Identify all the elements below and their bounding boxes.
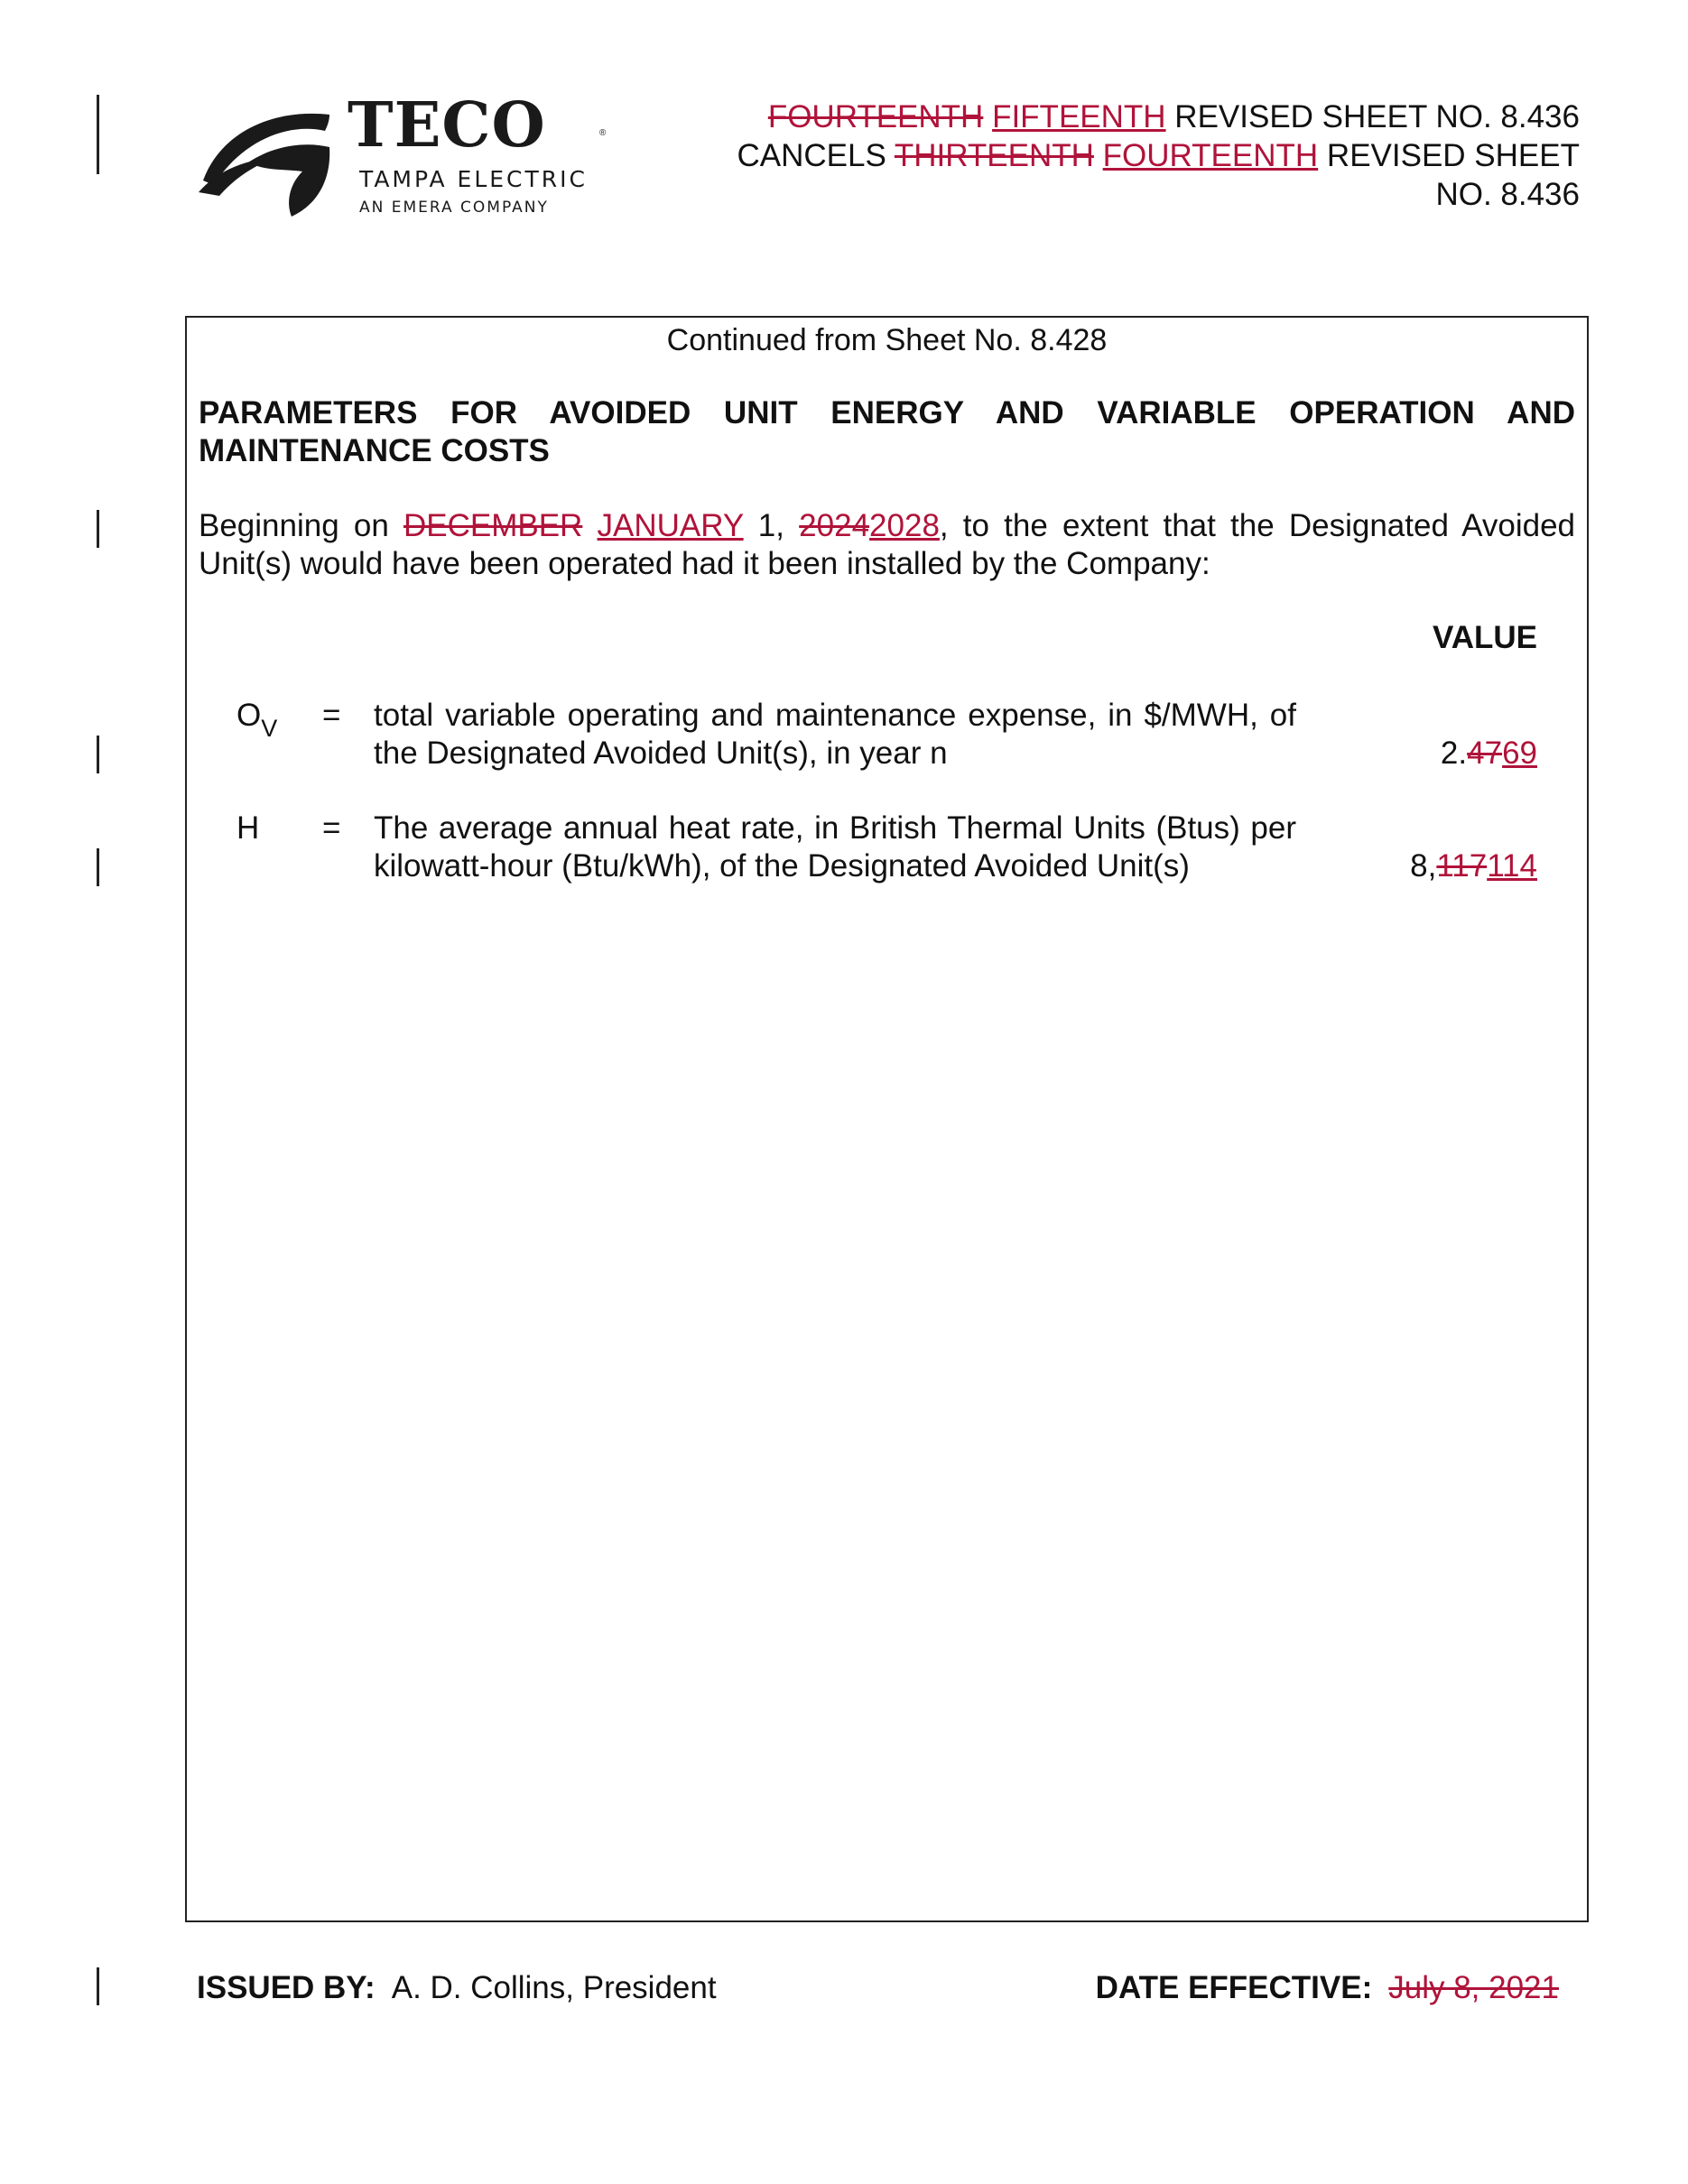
teco-swoosh-icon	[194, 95, 339, 221]
symbol-letter: O	[237, 698, 262, 733]
teco-logo	[194, 89, 663, 230]
intro-prefix: Beginning on	[199, 508, 389, 543]
value-deleted: 117	[1436, 848, 1488, 884]
date-effective	[1096, 1967, 1559, 2008]
value-prefix: 2.	[1440, 736, 1468, 771]
parameter-symbol	[237, 810, 259, 847]
parameter-value	[1410, 847, 1537, 885]
parameter-description: total variable operating and maintenance expense, in $/MWH, of the Designated Avoided Unit(s), in year n	[374, 698, 1296, 771]
equals-sign: =	[322, 810, 341, 846]
intro-paragraph	[199, 507, 1575, 583]
change-bar-intro	[97, 510, 99, 548]
cancels-inserted-ordinal: FOURTEENTH	[1102, 138, 1319, 173]
logo-wordmark: TECO	[348, 89, 546, 162]
registered-mark: ®	[599, 128, 607, 138]
intro-year-inserted: 2028	[869, 508, 940, 543]
change-bar-ov	[97, 736, 99, 773]
effective-label: DATE EFFECTIVE:	[1095, 1970, 1373, 2005]
symbol-subscript: V	[261, 715, 278, 742]
value-column-header: VALUE	[1432, 620, 1537, 655]
sheet-number: NO. 8.436	[1435, 177, 1580, 212]
revised-sheet-label: REVISED SHEET NO. 8.436	[1174, 99, 1580, 134]
value-deleted: 47	[1467, 736, 1503, 771]
logo-subtitle: TAMPA ELECTRIC	[359, 166, 588, 192]
continued-note: Continued from Sheet No. 8.428	[666, 323, 1108, 357]
logo-tagline: AN EMERA COMPANY	[359, 199, 549, 217]
change-bar-h	[97, 848, 99, 886]
inserted-ordinal: FIFTEENTH	[992, 99, 1166, 134]
parameter-value	[1441, 735, 1537, 773]
symbol-letter: H	[237, 810, 260, 846]
section-heading: PARAMETERS FOR AVOIDED UNIT ENERGY AND VARIABLE OPERATION AND MAINTENANCE COSTS	[199, 395, 1575, 468]
intro-year-deleted: 2024	[799, 508, 870, 543]
intro-day: 1,	[757, 508, 784, 543]
value-inserted: 69	[1502, 736, 1537, 771]
cancels-label: CANCELS	[737, 138, 886, 173]
issued-label: ISSUED BY:	[197, 1970, 376, 2005]
effective-date-deleted: July 8, 2021	[1388, 1970, 1559, 2005]
issued-by	[197, 1967, 717, 2008]
intro-month-deleted: DECEMBER	[403, 508, 583, 543]
intro-rest: , to the extent that the Designated Avoided Unit(s) would have been operated had it been installed by the Company:	[199, 508, 1575, 581]
parameter-description: The average annual heat rate, in British Thermal Units (Btus) per kilowatt-hour (Btu/kWh), of the Designated Avoided Unit(s)	[374, 810, 1296, 884]
change-bar-footer	[97, 1967, 99, 2005]
issuer-name: A. D. Collins, President	[391, 1970, 717, 2005]
sheet-header-line-2	[677, 136, 1580, 175]
tariff-content-box	[185, 316, 1589, 1922]
sheet-header	[677, 97, 1580, 214]
sheet-header-line-1	[677, 97, 1580, 136]
intro-month-inserted: JANUARY	[597, 508, 744, 543]
equals-sign: =	[322, 698, 341, 733]
value-prefix: 8,	[1410, 848, 1437, 884]
value-inserted: 114	[1487, 848, 1537, 884]
change-bar-header	[97, 95, 99, 174]
parameter-symbol	[237, 697, 277, 747]
cancels-rest: REVISED SHEET	[1326, 138, 1580, 173]
cancels-deleted-ordinal: THIRTEENTH	[894, 138, 1094, 173]
deleted-ordinal: FOURTEENTH	[767, 99, 984, 134]
